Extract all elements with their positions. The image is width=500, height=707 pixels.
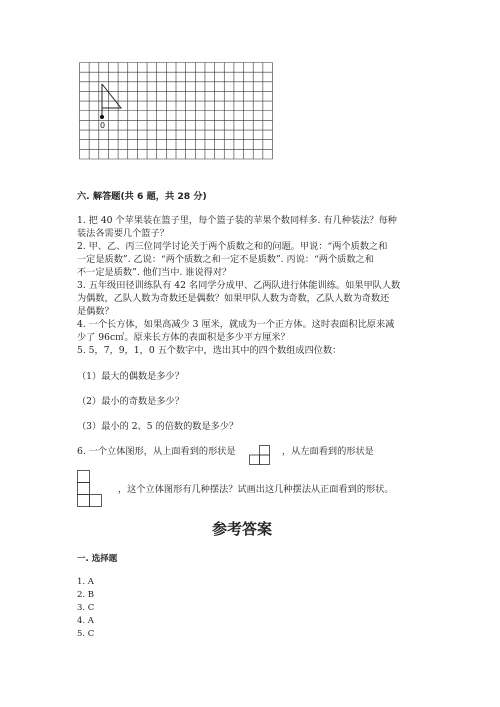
answer-item: 2. B	[77, 590, 95, 600]
answers-section-heading: 一. 选择题	[77, 554, 118, 564]
answer-item: 5. C	[77, 629, 95, 639]
section-heading: 六. 解答题(共 6 题，共 28 分)	[77, 191, 207, 202]
left-view-shape	[77, 470, 102, 507]
question-2-line-1: 2. 甲、乙、丙三位同学讨论关于两个质数之和的问题。甲说：“两个质数之和	[77, 241, 388, 252]
answers-title: 参考答案	[212, 520, 273, 538]
question-6-part-3: ，这个立体图形有几种摆法？试画出这几种摆法从正面看到的形状。	[118, 484, 394, 495]
question-5-line-1: 5. 5，7，9，1，0 五个数字中，选出其中的四个数组成四位数：	[77, 345, 342, 356]
grid-figure	[79, 62, 273, 160]
question-3-line-3: 是偶数？	[77, 306, 114, 317]
top-view-shape	[249, 445, 271, 465]
question-6-part-1: 6. 一个立体图形，从上面看到的形状是	[77, 446, 236, 457]
question-1-line-2: 装法各需要几个篮子？	[77, 228, 169, 239]
question-3-line-1: 3. 五年级田径训练队有 42 名同学分成甲、乙两队进行体能训练。如果甲队人数	[77, 280, 401, 291]
question-4-line-1: 4. 一个长方体，如果高减少 3 厘米，就成为一个正方体。这时表面积比原来减	[77, 319, 395, 330]
question-2-line-3: 不一定是质数”. 他们当中. 谁说得对？	[77, 267, 232, 278]
answer-item: 4. A	[77, 616, 94, 626]
question-2-line-2: 一定是质数”. 乙说：“两个质数之和一定不是质数”. 丙说：“两个质数之和	[77, 254, 374, 265]
question-5-sub-1: （1）最大的偶数是多少？	[77, 371, 184, 382]
grid-origin-label: 0	[100, 121, 106, 130]
answer-item: 1. A	[77, 577, 94, 587]
question-1-line-1: 1. 把 40 个苹果装在篮子里，每个篮子装的苹果个数同样多. 有几种装法？每种	[77, 215, 397, 226]
question-5-sub-2: （2）最小的奇数是多少？	[77, 396, 184, 407]
question-4-line-2: 少了 96c㎡。原来长方体的表面积是多少平方厘米？	[77, 332, 290, 343]
grid-origin-dot	[100, 115, 104, 119]
question-3-line-2: 为偶数，乙队人数为奇数还是偶数？如果甲队人数为奇数，乙队人数为奇数还	[77, 293, 390, 304]
question-5-sub-3: （3）最小的 2、5 的倍数的数是多少？	[77, 421, 239, 432]
question-6-part-2: ，从左面看到的形状是	[282, 446, 374, 457]
answer-item: 3. C	[77, 603, 95, 613]
